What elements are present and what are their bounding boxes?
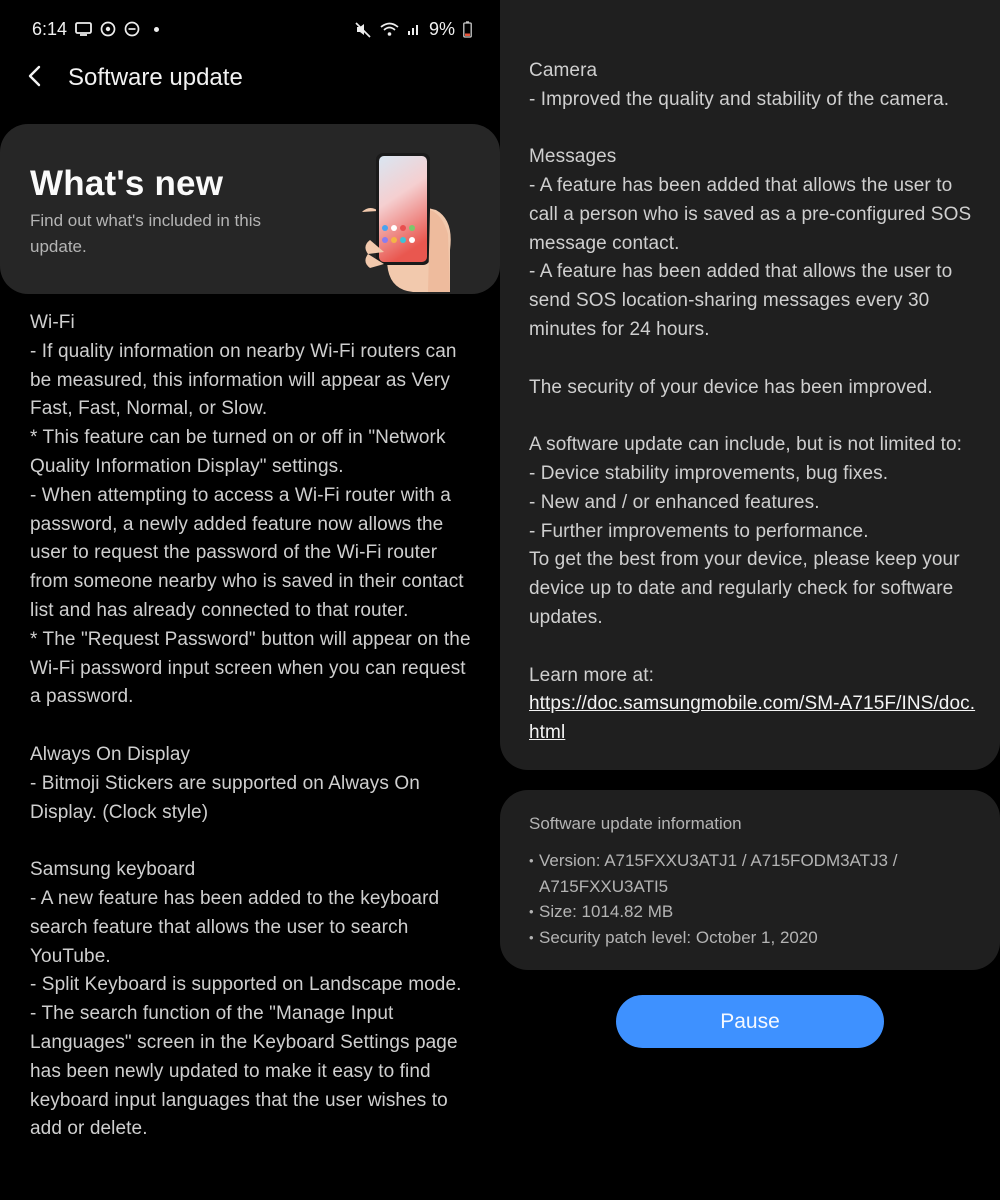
settings-icon [100, 21, 116, 37]
update-info-card [500, 790, 1000, 970]
release-notes-right [529, 28, 979, 777]
do-not-disturb-icon [124, 21, 140, 37]
learn-more-link[interactable]: https://doc.samsungmobile.com/SM-A715F/INS/doc.html [529, 693, 976, 744]
whats-new-title: What's new [30, 164, 224, 203]
update-info-title: Software update information [529, 814, 742, 833]
signal-icon [407, 22, 421, 36]
dot-icon [154, 27, 159, 32]
whats-new-subtitle: Find out what's included in this update. [30, 211, 261, 256]
update-info-list [529, 848, 969, 950]
release-notes-left: Wi-Fi - If quality information on nearby Wi-Fi routers can be measured, this information will appear as Very Fast, Fast, Normal, or Slow. * This feature can be turned on or off in "Network Quality Information Display" settings. - When attempting to access a Wi-Fi router with a password, a newly added feature now allows the user to request the password of the Wi-Fi router from someone nearby who is saved in their contact list and has already connected to that router. * The "Request Password" button will appear on the Wi-Fi password input screen when you can request a password. Always On Display - Bitmoji Stickers are supported on Always On Display. (Clock style) Samsung keyboard - A new feature has been added to the keyboard search feature that allows the user to search YouTube. - Split Keyboard is supported on Landscape mode. - The search function of the "Manage Input Languages" screen in the Keyboard Settings page has been newly updated to make it easy to find keyboard input languages that the user wishes to add or delete. [30, 312, 471, 1140]
screen-cast-icon [75, 22, 92, 36]
status-time: 6:14 [32, 18, 68, 39]
pause-button[interactable]: Pause [616, 995, 884, 1048]
release-notes-text: Camera - Improved the quality and stability of the camera. Messages - A feature has been added that allows the user to call a person who is saved as a pre-configured SOS message contact. - A feature has been added that allows the user to send SOS location-sharing messages every 30 minutes for 24 hours. The security of your device has been improved. A software update can include, but is not limited to: - Device stability improvements, bug fixes. - New and / or enhanced features. - Further improvements to performance. To get the best from your device, please keep your device up to date and regularly check for software updates. Learn more at: [529, 59, 972, 686]
wifi-icon [380, 22, 399, 37]
page-title: Software update [68, 64, 243, 91]
battery-percent: 9% [428, 18, 455, 39]
chevron-left-icon [27, 65, 41, 92]
app-header [20, 58, 243, 98]
mute-icon [355, 21, 372, 38]
battery-low-icon [463, 21, 472, 38]
version-item: • Version: A715FXXU3ATJ1 / A715FODM3ATJ3 / A715FXXU3ATI5 [529, 848, 969, 899]
phone-in-hand-illustration [358, 150, 458, 297]
back-button[interactable] [20, 58, 48, 98]
status-bar [32, 14, 472, 44]
whats-new-card [0, 124, 500, 294]
size-item: • Size: 1014.82 MB [529, 899, 969, 925]
security-patch-item: • Security patch level: October 1, 2020 [529, 925, 969, 951]
right-screen [500, 0, 1000, 1200]
